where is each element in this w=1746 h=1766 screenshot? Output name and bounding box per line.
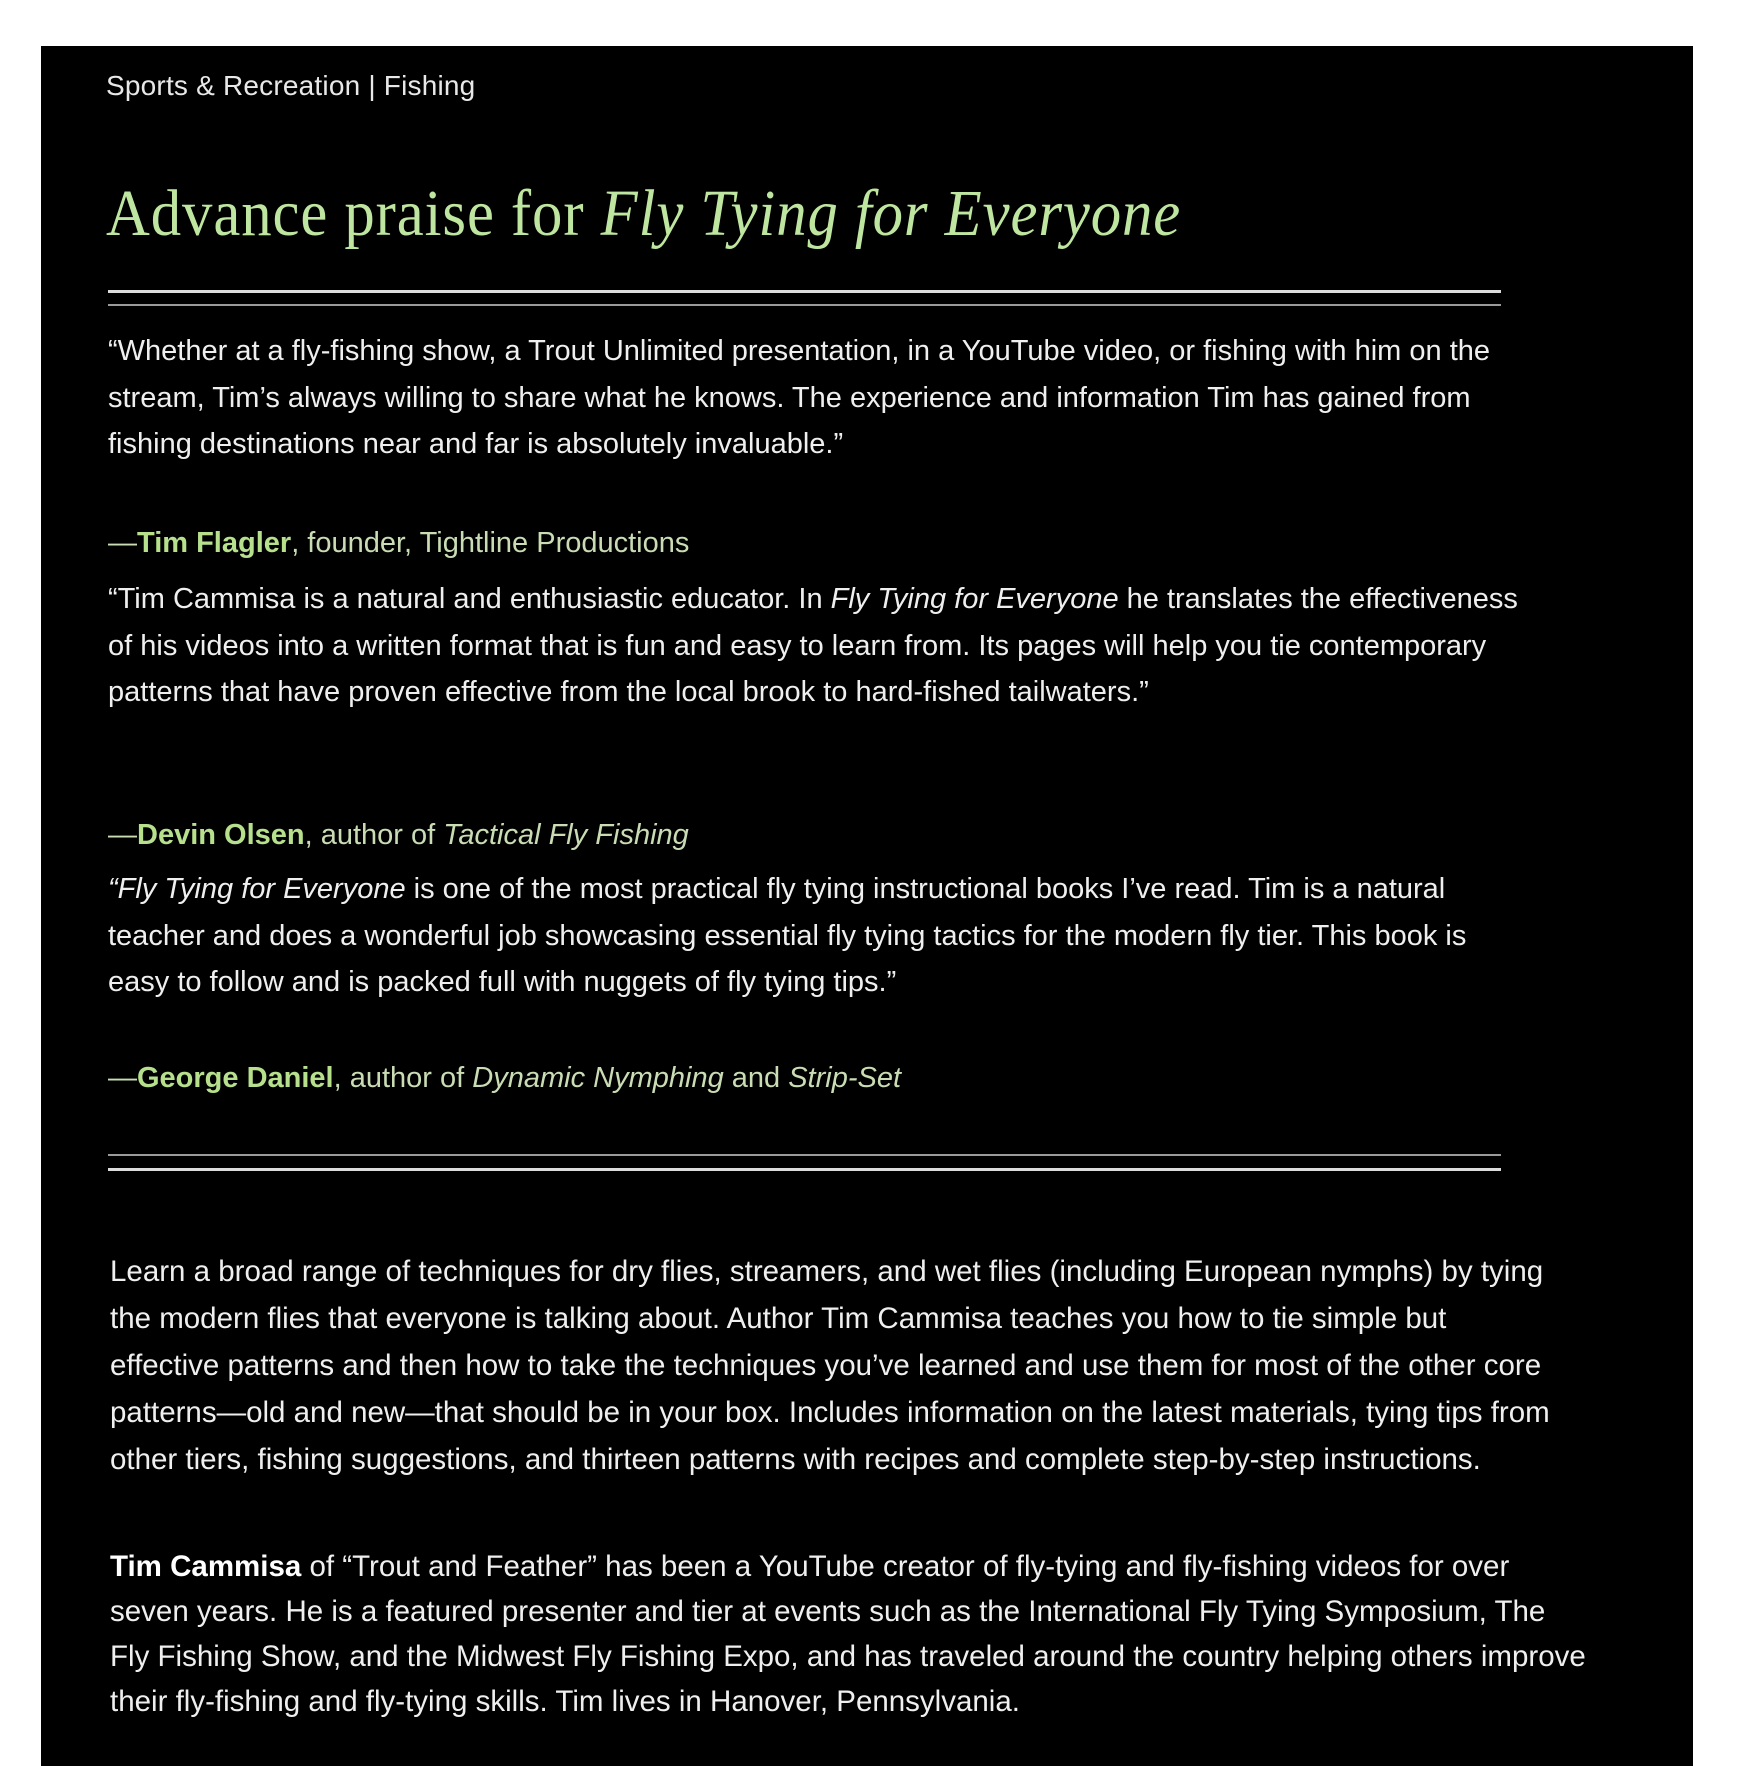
quote-text: he translates the effectiveness of his videos into a written format that is fun and easy to learn from. Its pages will help you tie contemporary patterns that have proven effective from the local brook to hard-fished tailwaters.” (108, 583, 1518, 708)
testimonial-book: Dynamic Nymphing (472, 1062, 724, 1094)
bio-text: of “Trout and Feather” has been a YouTube creator of fly-tying and fly-fishing videos for over seven years. He is a featured presenter and tier at events such as the International Fly Tying Symposium, The Fly Fishing Show, and the Midwest Fly Fishing Expo, and has traveled around the country helping others improve their fly-fishing and fly-tying skills. Tim lives in Hanover, Pennsylvania. (110, 1550, 1586, 1718)
testimonial-role: , founder, Tightline Productions (291, 527, 690, 559)
top-divider-thin (108, 304, 1501, 306)
testimonial-book: Strip-Set (788, 1062, 902, 1094)
top-divider-thick (108, 290, 1501, 293)
back-cover-panel (41, 46, 1693, 1766)
testimonial-book: Tactical Fly Fishing (443, 819, 689, 851)
testimonial-quote: “Whether at a fly-fishing show, a Trout Unlimited presentation, in a YouTube video, or fishing with him on the stream, Tim’s always willing to share what he knows. The experience and information Tim has gained from fishing destinations near and far is absolutely invaluable.” (108, 335, 1491, 460)
testimonial-author: Devin Olsen (137, 819, 305, 851)
category-label: Sports & Recreation | Fishing (106, 70, 476, 101)
book-description: Learn a broad range of techniques for dry flies, streamers, and wet flies (including European nymphs) by tying the modern flies that everyone is talking about. Author Tim Cammisa teaches you how to tie simple but effective patterns and then how to take the techniques you’ve learned and use them for most of the other core patterns—old and new—that should be in your box. Includes information on the latest materials, tying tips from other tiers, fishing suggestions, and thirteen patterns with recipes and complete step-by-step instructions. (110, 1255, 1550, 1476)
quote-text: “Tim Cammisa is a natural and enthusiastic educator. In (108, 583, 831, 615)
testimonial-author: George Daniel (137, 1062, 334, 1094)
bio-author-name: Tim Cammisa (110, 1550, 302, 1583)
testimonial-attribution: —Devin Olsen, author of Tactical Fly Fishing (108, 819, 689, 851)
testimonial-author: Tim Flagler (137, 527, 292, 559)
testimonial-role: , author of (333, 1062, 473, 1094)
quote-book-title: “Fly Tying for Everyone (108, 873, 406, 905)
quote-text: is one of the most practical fly tying instructional books I’ve read. Tim is a natural teacher and does a wonderful job showcasing essential fly tying tactics for the modern fly tier. This book is easy to follow and is packed full with nuggets of fly tying tips.” (108, 873, 1467, 998)
praise-heading (106, 176, 1181, 252)
heading-prefix: Advance praise for (106, 177, 601, 250)
testimonial-role: and (723, 1062, 789, 1094)
testimonial-quote (108, 576, 1518, 716)
bottom-divider-thin (108, 1154, 1501, 1156)
bottom-divider-thick (108, 1168, 1501, 1171)
author-bio (110, 1544, 1590, 1724)
testimonial-role: , author of (304, 819, 444, 851)
heading-book-title: Fly Tying for Everyone (600, 177, 1182, 250)
testimonial-attribution: —George Daniel, author of Dynamic Nymphing and Strip-Set (108, 1062, 902, 1094)
testimonial-attribution: —Tim Flagler, founder, Tightline Productions (108, 527, 690, 559)
quote-book-title: Fly Tying for Everyone (830, 583, 1119, 615)
testimonial-quote (108, 866, 1508, 1006)
